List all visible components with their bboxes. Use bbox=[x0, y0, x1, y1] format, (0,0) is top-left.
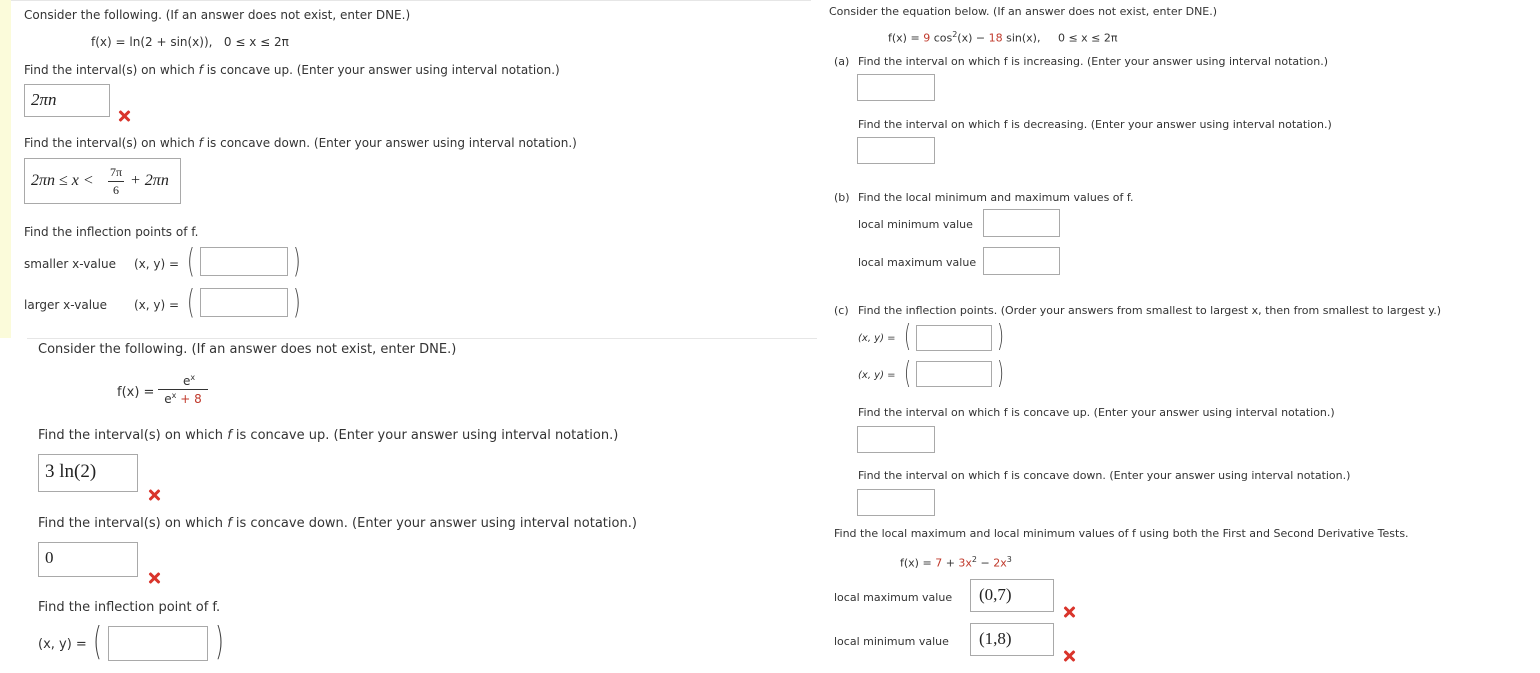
p2-concave-down-answer[interactable]: 0 bbox=[38, 542, 138, 577]
p2-intro: Consider the following. (If an answer does not exist, enter DNE.) bbox=[38, 342, 457, 357]
p1-larger-x-label: larger x-value bbox=[24, 298, 108, 312]
p1-xy-label-1: (x, y) = bbox=[134, 257, 180, 271]
p3-intro: Consider the equation below. (If an answer does not exist, enter DNE.) bbox=[829, 5, 1218, 18]
p3-question-increasing: Find the interval on which f is increasing. (Enter your answer using interval notation.) bbox=[858, 55, 1329, 68]
p3-local-max-label: local maximum value bbox=[858, 256, 977, 269]
p1-intro: Consider the following. (If an answer does not exist, enter DNE.) bbox=[24, 8, 411, 22]
p1-question-concave-down: Find the interval(s) on which f is concave down. (Enter your answer using interval notation.) bbox=[24, 136, 577, 150]
p3-inflection-input-2[interactable] bbox=[916, 361, 992, 387]
close-paren: ) bbox=[215, 619, 224, 663]
incorrect-icon bbox=[1062, 605, 1076, 619]
close-paren: ) bbox=[997, 356, 1005, 391]
p3-increasing-input[interactable] bbox=[857, 74, 935, 101]
p1-question-concave-up: Find the interval(s) on which f is concave up. (Enter your answer using interval notation.) bbox=[24, 63, 560, 77]
p1-xy-label-2: (x, y) = bbox=[134, 298, 180, 312]
incorrect-icon bbox=[147, 488, 161, 502]
p4-local-min-answer[interactable]: (1,8) bbox=[970, 623, 1054, 656]
p3-xy-label-2: (x, y) = bbox=[858, 370, 896, 381]
p4-intro: Find the local maximum and local minimum values of f using both the First and Second Derivative Tests. bbox=[834, 527, 1409, 540]
p2-inflection-input[interactable] bbox=[108, 626, 208, 661]
p3-local-min-label: local minimum value bbox=[858, 218, 973, 231]
divider bbox=[27, 338, 817, 339]
close-paren: ) bbox=[997, 319, 1005, 354]
close-paren: ) bbox=[293, 282, 301, 321]
p3-xy-label-1: (x, y) = bbox=[858, 333, 896, 344]
p2-function-fraction: $e^x$ $e^x + 8$ bbox=[158, 373, 208, 406]
p3-question-concave-up: Find the interval on which f is concave up. (Enter your answer using interval notation.) bbox=[858, 406, 1335, 419]
p3-part-c-label: (c) bbox=[834, 304, 849, 317]
p2-question-inflection: Find the inflection point of f. bbox=[38, 600, 221, 615]
left-highlight-bar bbox=[0, 0, 11, 338]
p2-question-concave-down: Find the interval(s) on which f is concave down. (Enter your answer using interval notation.) bbox=[38, 516, 637, 531]
p4-function: $f(x) = 7 + 3x^2 - 2x^3$ bbox=[900, 555, 1012, 570]
incorrect-icon bbox=[117, 109, 131, 123]
p3-question-concave-down: Find the interval on which f is concave down. (Enter your answer using interval notation.) bbox=[858, 469, 1351, 482]
p3-inflection-input-1[interactable] bbox=[916, 325, 992, 351]
p3-local-max-input[interactable] bbox=[983, 247, 1060, 275]
p1-concave-down-answer[interactable]: 2πn ≤ x < 7π 6 + 2πn bbox=[24, 158, 181, 204]
p3-concave-down-input[interactable] bbox=[857, 489, 935, 516]
p4-local-min-label: local minimum value bbox=[834, 635, 949, 648]
p3-part-a-label: (a) bbox=[834, 55, 850, 68]
open-paren: ( bbox=[904, 356, 912, 391]
p3-question-inflection: Find the inflection points. (Order your answers from smallest to largest x, then from smallest to largest y.) bbox=[858, 304, 1442, 317]
open-paren: ( bbox=[187, 241, 195, 280]
p4-local-max-label: local maximum value bbox=[834, 591, 953, 604]
open-paren: ( bbox=[904, 319, 912, 354]
p3-decreasing-input[interactable] bbox=[857, 137, 935, 164]
p3-question-minmax: Find the local minimum and maximum values of f. bbox=[858, 191, 1134, 204]
incorrect-icon bbox=[147, 571, 161, 585]
p2-xy-label: (x, y) = bbox=[38, 637, 87, 652]
p1-inflection-larger-input[interactable] bbox=[200, 288, 288, 317]
p2-function-prefix: f(x) = bbox=[117, 385, 155, 400]
p3-concave-up-input[interactable] bbox=[857, 426, 935, 453]
incorrect-icon bbox=[1062, 649, 1076, 663]
p1-question-inflection: Find the inflection points of f. bbox=[24, 225, 199, 239]
p3-part-b-label: (b) bbox=[834, 191, 850, 204]
close-paren: ) bbox=[293, 241, 301, 280]
p1-smaller-x-label: smaller x-value bbox=[24, 257, 116, 271]
open-paren: ( bbox=[93, 619, 102, 663]
p3-function: f(x) = 9 $\cos^2(x) - 18$ sin(x), 0 ≤ x ≤ 2π bbox=[888, 30, 1118, 45]
fraction-7pi-over-6: 7π 6 bbox=[109, 165, 123, 197]
p1-concave-up-answer[interactable]: 2πn bbox=[24, 84, 110, 117]
p2-concave-up-answer[interactable]: 3 ln(2) bbox=[38, 454, 138, 492]
open-paren: ( bbox=[187, 282, 195, 321]
p1-inflection-smaller-input[interactable] bbox=[200, 247, 288, 276]
p3-question-decreasing: Find the interval on which f is decreasing. (Enter your answer using interval notation.) bbox=[858, 118, 1332, 131]
p4-local-max-answer[interactable]: (0,7) bbox=[970, 579, 1054, 612]
p3-local-min-input[interactable] bbox=[983, 209, 1060, 237]
p1-function: f(x) = ln(2 + sin(x)), 0 ≤ x ≤ 2π bbox=[91, 35, 289, 49]
p2-question-concave-up: Find the interval(s) on which f is concave up. (Enter your answer using interval notation.) bbox=[38, 428, 619, 443]
top-divider bbox=[11, 0, 811, 1]
